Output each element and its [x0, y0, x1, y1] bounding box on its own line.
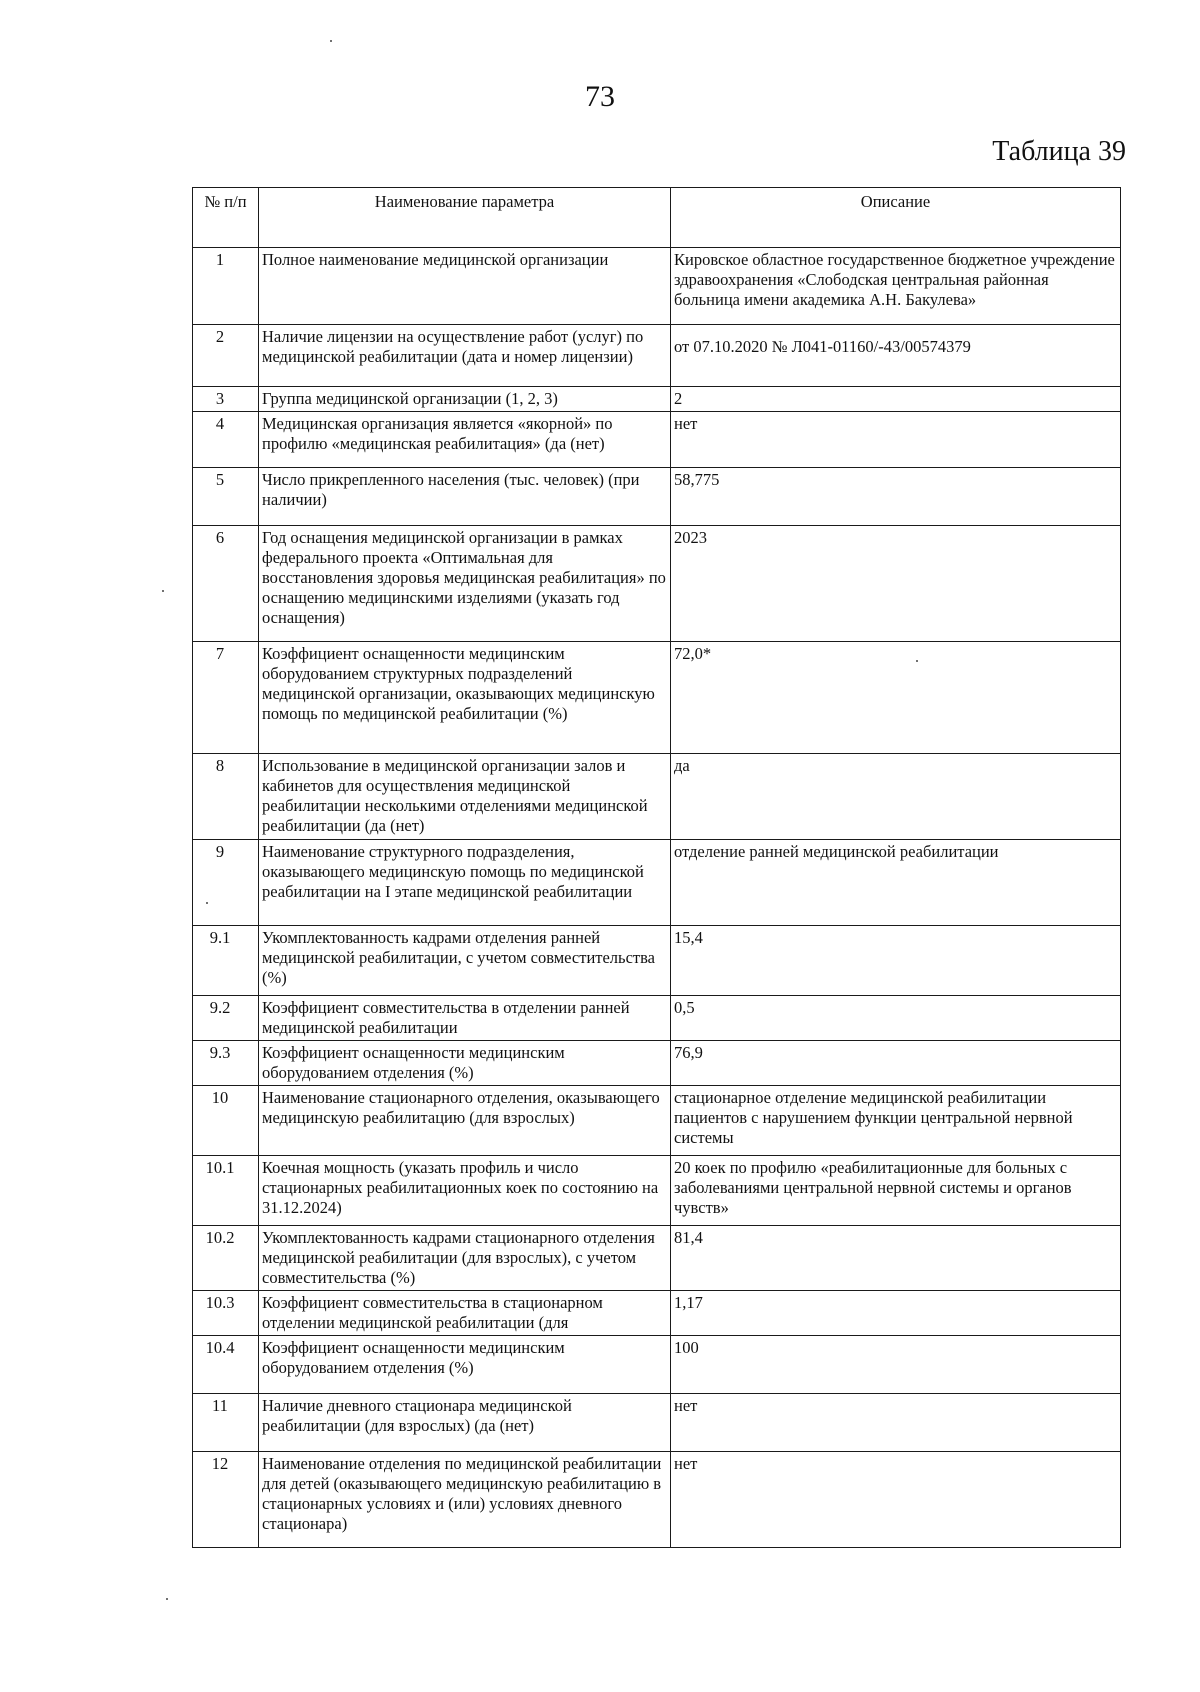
row-value: 58,775: [671, 468, 1121, 526]
row-parameter: Использование в медицинской организации залов и кабинетов для осуществления медицинской реабилитации несколькими отделениями медицинской реабилитации (да (нет): [259, 754, 671, 840]
row-parameter: Наименование стационарного отделения, оказывающего медицинскую реабилитацию (для взрослых): [259, 1086, 671, 1156]
row-number: 10.2: [193, 1226, 259, 1291]
table-row: [193, 840, 1121, 926]
header-parameter: Наименование параметра: [259, 188, 671, 248]
row-value: стационарное отделение медицинской реабилитации пациентов с нарушением функции центральной нервной системы: [671, 1086, 1121, 1156]
row-parameter: Наименование структурного подразделения, оказывающего медицинскую помощь по медицинской реабилитации на I этапе медицинской реабилитации: [259, 840, 671, 926]
row-number: 9.3: [193, 1041, 259, 1086]
row-value: 2023: [671, 526, 1121, 642]
table-row: [193, 1336, 1121, 1394]
row-parameter: Число прикрепленного населения (тыс. человек) (при наличии): [259, 468, 671, 526]
parameters-table: [192, 187, 1121, 1548]
row-value: 76,9: [671, 1041, 1121, 1086]
row-parameter: Полное наименование медицинской организации: [259, 248, 671, 325]
row-number: 5: [193, 468, 259, 526]
row-value: отделение ранней медицинской реабилитации: [671, 840, 1121, 926]
row-number: 7: [193, 642, 259, 754]
row-number: 1: [193, 248, 259, 325]
table-row: [193, 248, 1121, 325]
table-row: [193, 642, 1121, 754]
table-row: [193, 754, 1121, 840]
row-number: 6: [193, 526, 259, 642]
row-parameter: Коечная мощность (указать профиль и число стационарных реабилитационных коек по состоянию на 31.12.2024): [259, 1156, 671, 1226]
row-number: 12: [193, 1452, 259, 1548]
scan-speck: [162, 590, 164, 592]
scan-speck: [166, 1598, 168, 1600]
table-row: [193, 387, 1121, 412]
table-row: [193, 926, 1121, 996]
table-row: [193, 325, 1121, 387]
row-parameter: Наименование отделения по медицинской реабилитации для детей (оказывающего медицинскую реабилитацию в стационарных условиях и (или) условиях дневного стационара): [259, 1452, 671, 1548]
table-row: [193, 1291, 1121, 1336]
row-number: 11: [193, 1394, 259, 1452]
header-description: Описание: [671, 188, 1121, 248]
row-parameter: Год оснащения медицинской организации в рамках федерального проекта «Оптимальная для восстановления здоровья медицинская реабилитация» по оснащению медицинскими изделиями (указать год оснащения): [259, 526, 671, 642]
row-value: 72,0*: [671, 642, 1121, 754]
row-parameter: Наличие дневного стационара медицинской реабилитации (для взрослых) (да (нет): [259, 1394, 671, 1452]
row-value: 15,4: [671, 926, 1121, 996]
row-number: 10: [193, 1086, 259, 1156]
row-value: 2: [671, 387, 1121, 412]
row-parameter: Группа медицинской организации (1, 2, 3): [259, 387, 671, 412]
row-number: 9.2: [193, 996, 259, 1041]
row-number: 10.4: [193, 1336, 259, 1394]
row-number: 9: [193, 840, 259, 926]
table-row: [193, 1041, 1121, 1086]
row-value: нет: [671, 412, 1121, 468]
row-parameter: Медицинская организация является «якорной» по профилю «медицинская реабилитация» (да (нет): [259, 412, 671, 468]
row-number: 2: [193, 325, 259, 387]
page-number: 73: [585, 80, 615, 113]
row-parameter: Укомплектованность кадрами отделения ранней медицинской реабилитации, с учетом совместительства (%): [259, 926, 671, 996]
row-value: от 07.10.2020 № Л041-01160/-43/00574379: [671, 325, 1121, 387]
row-value: 81,4: [671, 1226, 1121, 1291]
table-row: [193, 468, 1121, 526]
row-number: 10.1: [193, 1156, 259, 1226]
row-number: 3: [193, 387, 259, 412]
row-parameter: Коэффициент оснащенности медицинским оборудованием отделения (%): [259, 1041, 671, 1086]
row-value: нет: [671, 1394, 1121, 1452]
table-caption: Таблица 39: [992, 136, 1126, 167]
row-number: 9.1: [193, 926, 259, 996]
table-row: [193, 1226, 1121, 1291]
row-value: 1,17: [671, 1291, 1121, 1336]
row-value: Кировское областное государственное бюджетное учреждение здравоохранения «Слободская центральная районная больница имени академика А.Н. Бакулева»: [671, 248, 1121, 325]
row-value: 100: [671, 1336, 1121, 1394]
row-value: 20 коек по профилю «реабилитационные для больных с заболеваниями центральной нервной системы и органов чувств»: [671, 1156, 1121, 1226]
row-parameter: Коэффициент совместительства в стационарном отделении медицинской реабилитации (для: [259, 1291, 671, 1336]
row-parameter: Коэффициент совместительства в отделении ранней медицинской реабилитации: [259, 996, 671, 1041]
table-row: [193, 412, 1121, 468]
table-row: [193, 1452, 1121, 1548]
scan-speck: [330, 40, 332, 42]
row-number: 8: [193, 754, 259, 840]
table-row: [193, 1156, 1121, 1226]
table-row: [193, 1086, 1121, 1156]
row-parameter: Коэффициент оснащенности медицинским оборудованием структурных подразделений медицинской организации, оказывающих медицинскую помощь по медицинской реабилитации (%): [259, 642, 671, 754]
row-number: 4: [193, 412, 259, 468]
row-number: 10.3: [193, 1291, 259, 1336]
row-value: 0,5: [671, 996, 1121, 1041]
table-row: [193, 526, 1121, 642]
row-parameter: Укомплектованность кадрами стационарного отделения медицинской реабилитации (для взрослых), с учетом совместительства (%): [259, 1226, 671, 1291]
row-value: нет: [671, 1452, 1121, 1548]
header-number: № п/п: [193, 188, 259, 248]
table-header-row: [193, 188, 1121, 248]
row-parameter: Наличие лицензии на осуществление работ (услуг) по медицинской реабилитации (дата и номер лицензии): [259, 325, 671, 387]
row-parameter: Коэффициент оснащенности медицинским оборудованием отделения (%): [259, 1336, 671, 1394]
table-row: [193, 1394, 1121, 1452]
table-row: [193, 996, 1121, 1041]
row-value: да: [671, 754, 1121, 840]
